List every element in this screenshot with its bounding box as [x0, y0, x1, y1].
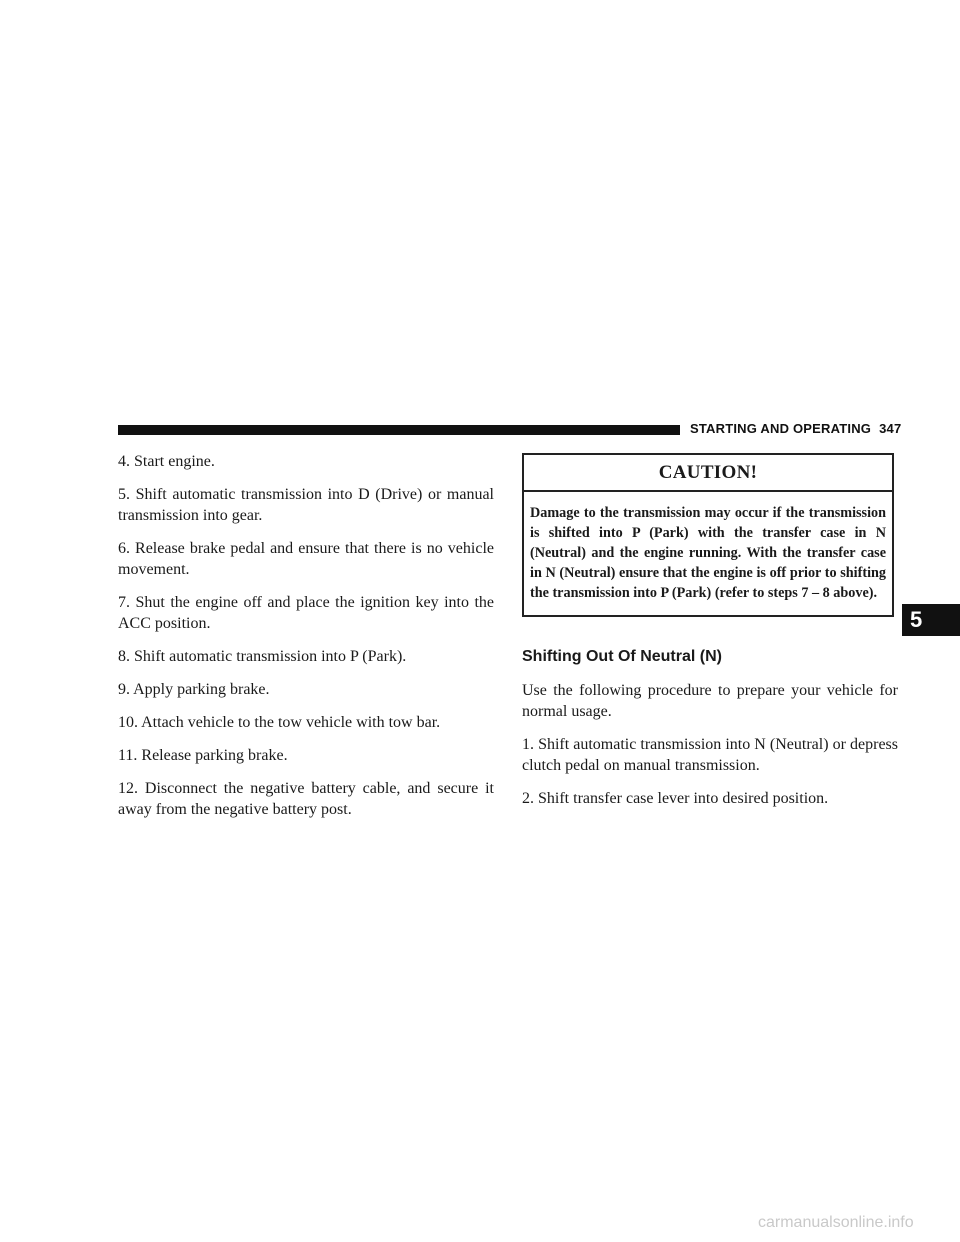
section-heading: Shifting Out Of Neutral (N) [522, 648, 722, 665]
step-4: 4. Start engine. [118, 453, 215, 470]
section-title: STARTING AND OPERATING [690, 421, 872, 436]
running-header [690, 421, 901, 436]
header-rule [118, 425, 680, 435]
procedure-intro: Use the following procedure to prepare your vehicle for normal usage. [522, 682, 898, 720]
left-column [118, 451, 494, 832]
watermark: carmanualsonline.info [758, 1214, 914, 1231]
step-5: 5. Shift automatic transmission into D (Drive) or manual transmission into gear. [118, 486, 494, 524]
step-12: 12. Disconnect the negative battery cable, and secure it away from the negative battery post. [118, 780, 494, 818]
caution-title: CAUTION! [524, 455, 892, 492]
caution-box [522, 453, 894, 617]
page-number: 347 [879, 421, 902, 436]
step-1: 1. Shift automatic transmission into N (Neutral) or depress clutch pedal on manual transmission. [522, 736, 898, 774]
chapter-tab: 5 [902, 604, 960, 636]
step-2: 2. Shift transfer case lever into desired position. [522, 790, 829, 807]
right-column [522, 453, 898, 821]
step-6: 6. Release brake pedal and ensure that there is no vehicle movement. [118, 540, 494, 578]
step-9: 9. Apply parking brake. [118, 681, 270, 698]
caution-body: Damage to the transmission may occur if the transmission is shifted into P (Park) with the transfer case in N (Neutral) and the engine running. With the transfer case in N (Neutral) ensure that the engine is off prior to shifting the transmission into P (Park) (refer to steps 7 – 8 above). [530, 505, 886, 601]
step-10: 10. Attach vehicle to the tow vehicle with tow bar. [118, 714, 441, 731]
step-7: 7. Shut the engine off and place the ignition key into the ACC position. [118, 594, 494, 632]
step-11: 11. Release parking brake. [118, 747, 288, 764]
step-8: 8. Shift automatic transmission into P (Park). [118, 648, 407, 665]
